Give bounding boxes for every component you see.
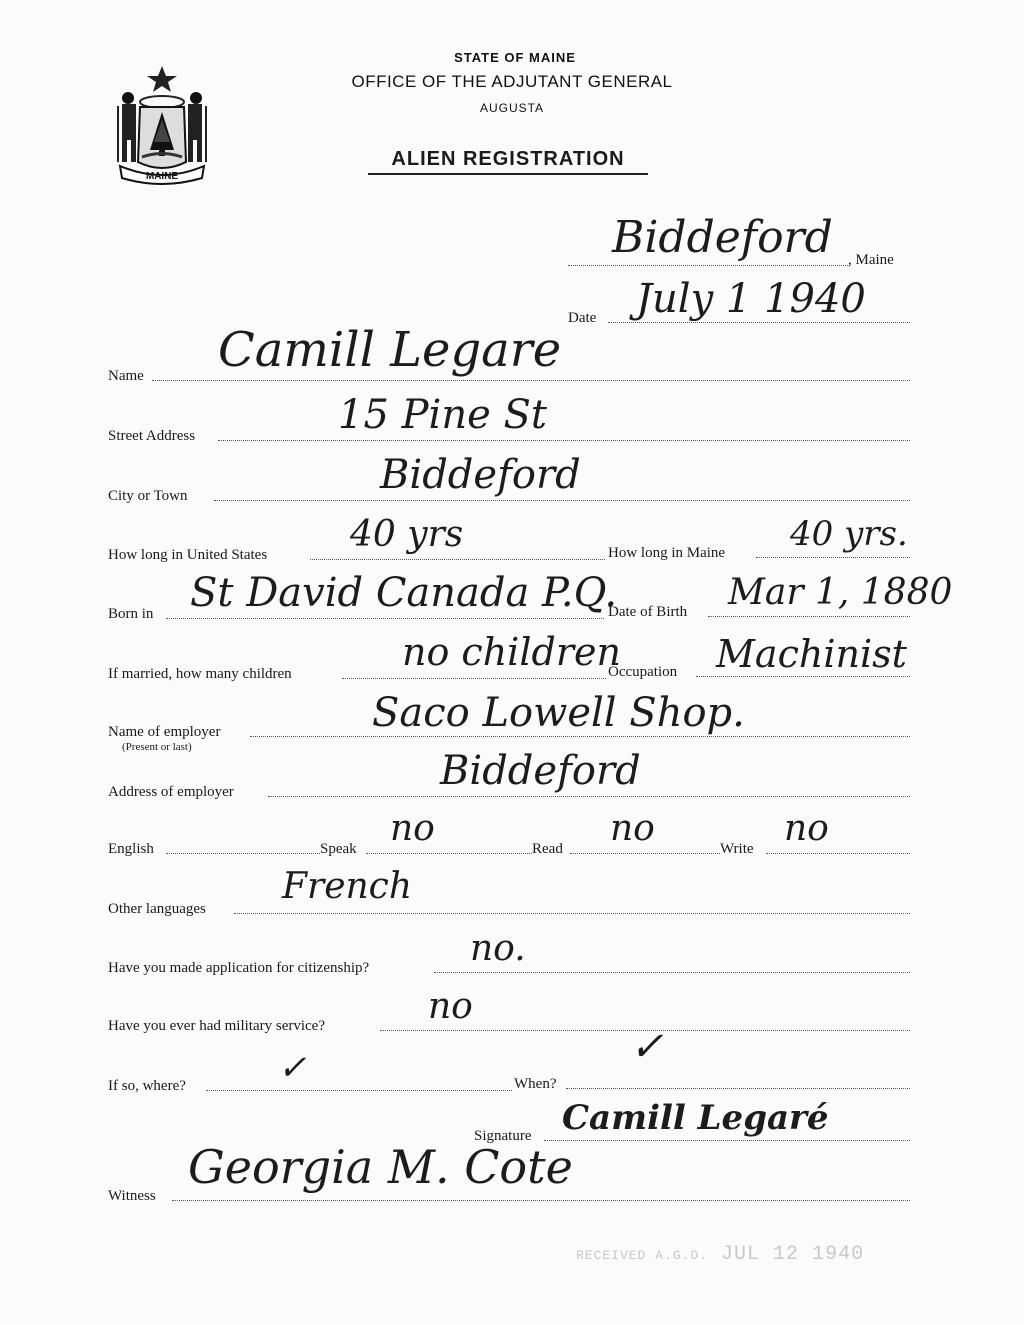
citizenship-line xyxy=(434,972,910,973)
name-line xyxy=(152,380,910,381)
occupation-line xyxy=(696,676,910,677)
form-title: ALIEN REGISTRATION xyxy=(368,148,648,175)
how-long-us-value: 40 yrs xyxy=(350,514,464,555)
dob-label: Date of Birth xyxy=(608,604,688,620)
received-stamp-prefix: RECEIVED A.G.O. xyxy=(576,1248,709,1263)
signature-value: Camill Legaré xyxy=(562,1098,829,1138)
employer-line xyxy=(250,736,910,737)
born-in-value: St David Canada P.Q. xyxy=(190,570,618,616)
witness-line xyxy=(172,1200,910,1201)
signature-line xyxy=(544,1140,910,1141)
speak-value: no xyxy=(390,808,435,849)
other-languages-label: Other languages xyxy=(108,901,206,917)
english-line xyxy=(166,853,320,854)
street-line xyxy=(218,440,910,441)
employer-value: Saco Lowell Shop. xyxy=(372,690,745,736)
write-label: Write xyxy=(720,841,754,857)
city-value: Biddeford xyxy=(380,452,581,498)
other-languages-line xyxy=(234,913,910,914)
city-line xyxy=(214,500,910,501)
name-value: Camill Legare xyxy=(218,322,562,378)
how-long-maine-value: 40 yrs. xyxy=(790,514,908,554)
signature-label: Signature xyxy=(474,1128,532,1144)
witness-value: Georgia M. Cote xyxy=(188,1140,573,1194)
street-label: Street Address xyxy=(108,428,196,444)
write-value: no xyxy=(784,808,829,849)
other-languages-value: French xyxy=(282,866,413,907)
how-long-us-label: How long in United States xyxy=(108,547,268,563)
speak-label: Speak xyxy=(320,841,357,857)
state-heading: STATE OF MAINE xyxy=(454,50,576,65)
town-value: Biddeford xyxy=(612,212,833,263)
city-label: City or Town xyxy=(108,488,188,504)
dob-value: Mar 1, 1880 xyxy=(728,572,953,613)
when-value: ✓ xyxy=(630,1024,664,1070)
date-label: Date xyxy=(568,310,597,326)
read-label: Read xyxy=(532,841,563,857)
occupation-label: Occupation xyxy=(608,664,678,680)
where-line xyxy=(206,1090,512,1091)
how-long-maine-line xyxy=(756,557,910,558)
city-heading: AUGUSTA xyxy=(479,101,545,115)
received-stamp-date: JUL 12 1940 xyxy=(721,1243,865,1266)
dob-line xyxy=(708,616,910,617)
read-line xyxy=(570,853,720,854)
how-long-us-line xyxy=(310,559,605,560)
born-in-label: Born in xyxy=(108,606,154,622)
children-value: no children xyxy=(402,630,621,674)
employer-address-label: Address of employer xyxy=(108,784,234,800)
write-line xyxy=(766,853,910,854)
english-label: English xyxy=(108,841,154,857)
town-line xyxy=(568,265,850,266)
where-value: ✓ xyxy=(278,1048,307,1088)
employer-label: Name of employer xyxy=(108,724,221,740)
date-line xyxy=(608,322,910,323)
citizenship-label: Have you made application for citizenship? xyxy=(108,960,370,976)
military-label: Have you ever had military service? xyxy=(108,1018,325,1034)
how-long-maine-label: How long in Maine xyxy=(608,545,726,561)
employer-address-value: Biddeford xyxy=(440,748,641,794)
employer-sub-label: (Present or last) xyxy=(122,741,192,753)
date-value: July 1 1940 xyxy=(636,276,866,322)
maine-label: , Maine xyxy=(848,252,894,268)
employer-address-line xyxy=(268,796,910,797)
office-heading: OFFICE OF THE ADJUTANT GENERAL xyxy=(351,72,673,91)
when-label: When? xyxy=(514,1076,557,1092)
name-label: Name xyxy=(108,368,144,384)
received-stamp xyxy=(576,1243,864,1266)
children-line xyxy=(342,678,606,679)
military-value: no xyxy=(428,986,473,1027)
citizenship-value: no. xyxy=(470,928,526,969)
born-in-line xyxy=(166,618,604,619)
witness-label: Witness xyxy=(108,1188,156,1204)
speak-line xyxy=(366,853,532,854)
where-label: If so, where? xyxy=(108,1078,186,1094)
occupation-value: Machinist xyxy=(716,632,907,676)
read-value: no xyxy=(610,808,655,849)
seal-banner-text: MAINE xyxy=(145,171,179,182)
when-line xyxy=(566,1088,910,1089)
street-value: 15 Pine St xyxy=(338,392,547,438)
children-label: If married, how many children xyxy=(108,666,292,682)
